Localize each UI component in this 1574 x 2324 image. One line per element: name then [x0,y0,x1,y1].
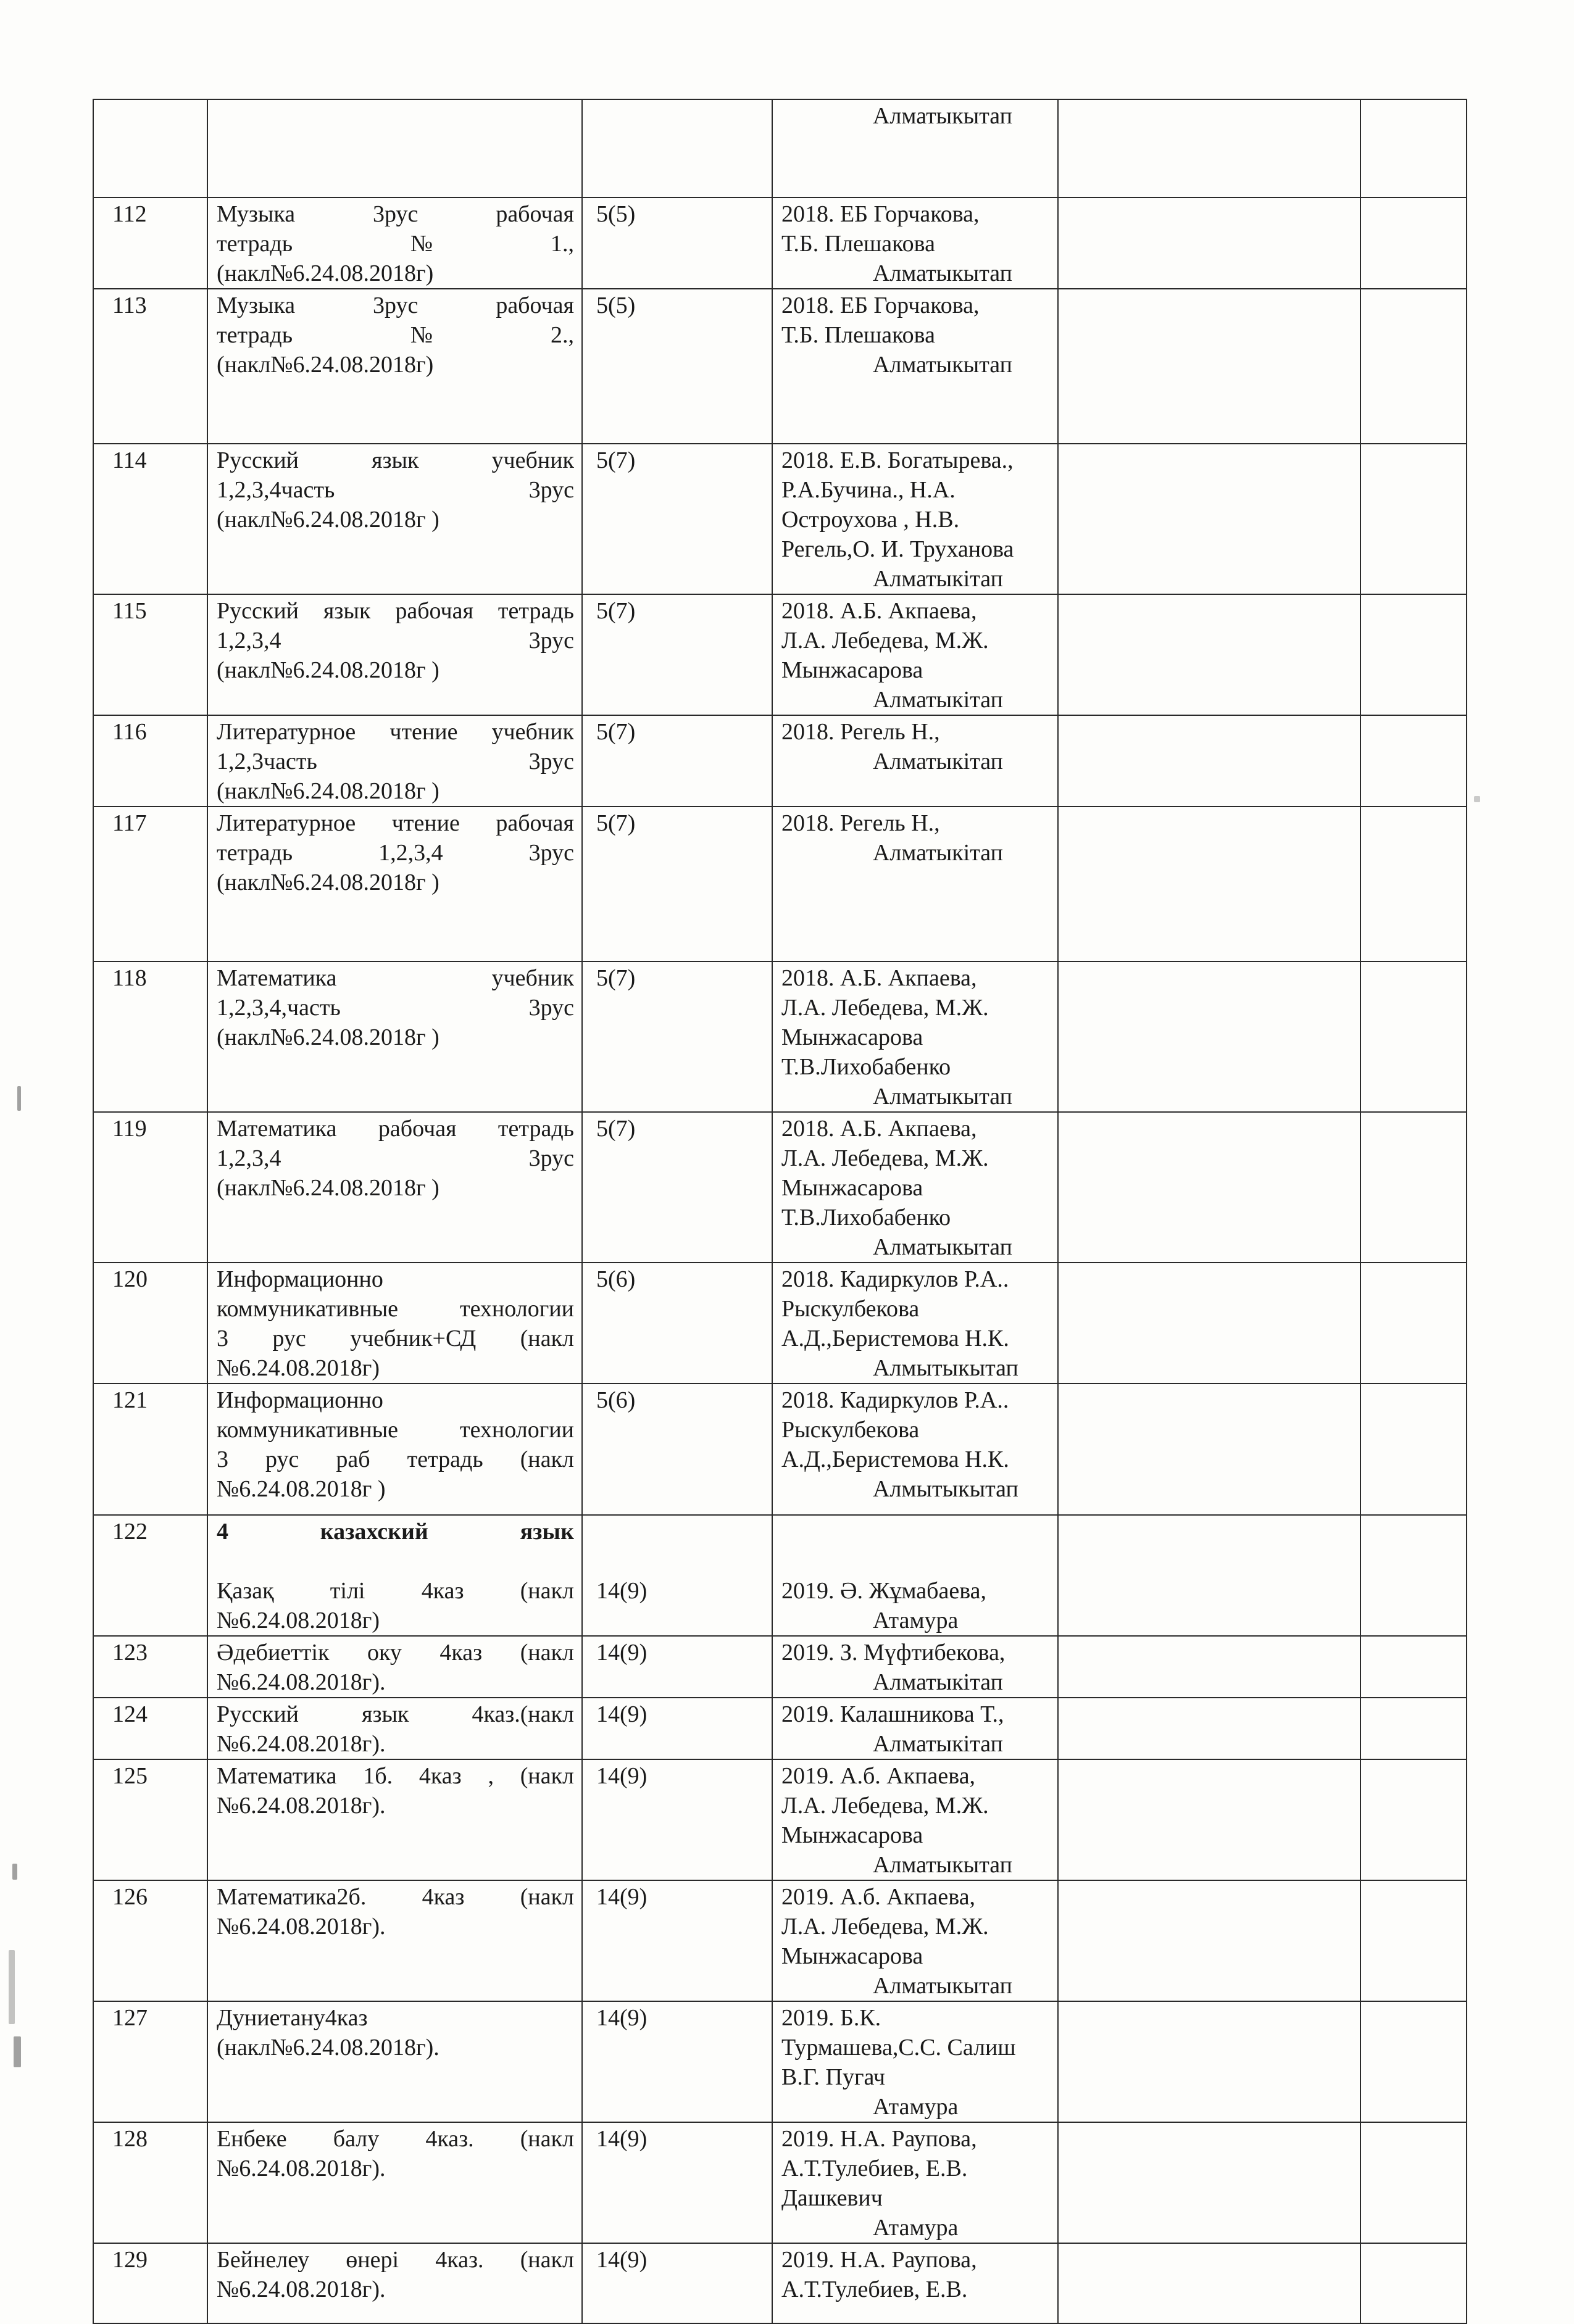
author-line: 2018. Кадиркулов Р.А.. [781,1387,1009,1413]
cell-title [207,1636,582,1698]
qty-value: 14(9) [596,2005,648,2031]
title-line: Информационно [217,1387,383,1413]
cell-num: 128 [93,2122,207,2243]
table-row [93,1636,1467,1698]
title-line: Математика учебник [217,965,574,991]
cell-title [207,444,582,594]
cell-empty-1 [1058,1698,1360,1759]
title-line: (накл№6.24.08.2018г ) [217,1175,439,1201]
cell-authors [772,1698,1058,1759]
publisher-label: Алматыкітап [873,1731,1004,1757]
textbook-table [93,99,1467,2324]
cell-authors [772,2001,1058,2122]
cell-num: 126 [93,1880,207,2001]
title-line: (накл№6.24.08.2018г ) [217,1024,439,1050]
title-line: (накл№6.24.08.2018г ) [217,778,439,804]
spacer [217,1546,574,1576]
title-line: Литературное чтение рабочая [217,810,574,836]
title-line: №6.24.08.2018г ) [217,1476,386,1502]
author-line: Л.А. Лебедева, М.Ж. [781,1145,989,1171]
title-line: 1,2,3,4 3рус [217,628,574,654]
author-line: 2019. Н.А. Раупова, [781,2126,977,2152]
cell-title [207,289,582,444]
cell-empty-2 [1360,1698,1467,1759]
publisher-label: Алматыкытап [873,1084,1012,1110]
cell-qty [582,1698,772,1759]
table-row [93,1384,1467,1515]
title-line: 1,2,3,4часть 3рус [217,477,574,503]
author-line: Т.В.Лихобабенко [781,1054,951,1080]
title-line: тетрадь 1,2,3,4 3рус [217,840,574,866]
qty-value: 5(6) [596,1266,636,1292]
publisher-label: Алматыкытап [873,260,1012,286]
title-line: 1,2,3,4,часть 3рус [217,995,574,1021]
title-line: Қазақ тілі 4каз (накл [217,1578,574,1604]
qty-value: 14(9) [596,2247,648,2273]
title-line: Математика2б. 4каз (накл [217,1884,574,1910]
author-line: 2019. Н.А. Раупова, [781,2247,977,2273]
author-line: Рыскулбекова [781,1296,920,1322]
qty-value: 14(9) [596,1578,648,1604]
cell-authors [772,1880,1058,2001]
author-line: 2018. Регель Н., [781,719,940,745]
title-line: Русский язык учебник [217,447,574,473]
qty-value: 5(7) [596,598,636,624]
title-line: Енбеке балу 4каз. (накл [217,2126,574,2152]
cell-authors [772,1636,1058,1698]
cell-qty [582,99,772,197]
title-line: №6.24.08.2018г) [217,1355,380,1381]
cell-empty-1 [1058,2243,1360,2323]
cell-qty [582,2001,772,2122]
cell-authors [772,1759,1058,1880]
author-line: Т.Б. Плешакова [781,231,935,257]
cell-num: 123 [93,1636,207,1698]
cell-empty-1 [1058,197,1360,289]
cell-empty-1 [1058,594,1360,715]
author-line: А.Д.,Беристемова Н.К. [781,1446,1009,1472]
cell-qty [582,1384,772,1515]
title-line: №6.24.08.2018г). [217,2156,386,2181]
table-row [93,2001,1467,2122]
title-line: Дуниетану4каз [217,2005,368,2031]
cell-qty [582,1263,772,1384]
cell-title [207,1384,582,1515]
author-line: А.Т.Тулебиев, Е.В. [781,2156,968,2181]
table-row [93,1698,1467,1759]
cell-num: 114 [93,444,207,594]
cell-title [207,1263,582,1384]
cell-authors [772,1263,1058,1384]
cell-empty-1 [1058,289,1360,444]
cell-qty [582,197,772,289]
qty-value: 5(5) [596,201,636,227]
author-line: Турмашева,С.С. Салиш [781,2035,1016,2060]
cell-qty [582,1112,772,1263]
table-row [93,2122,1467,2243]
cell-empty-2 [1360,807,1467,961]
cell-authors [772,2243,1058,2323]
title-line: 1,2,3часть 3рус [217,749,574,774]
cell-num: 112 [93,197,207,289]
publisher-label: Алматыкытап [873,1973,1012,1999]
cell-qty [582,289,772,444]
table-row [93,197,1467,289]
title-line: (накл№6.24.08.2018г) [217,260,434,286]
title-line: 3 рус учебник+СД (накл [217,1326,574,1351]
cell-qty [582,715,772,807]
title-line: Музыка 3рус рабочая [217,201,574,227]
author-line: В.Г. Пугач [781,2064,886,2090]
author-line: Л.А. Лебедева, М.Ж. [781,1793,989,1819]
title-line: №6.24.08.2018г) [217,1608,380,1633]
title-line: Информационно [217,1266,383,1292]
cell-title [207,1112,582,1263]
qty-value: 5(7) [596,719,636,745]
scan-speck [14,2036,21,2067]
spacer [781,1546,1050,1576]
cell-qty [582,1515,772,1636]
title-line: №6.24.08.2018г). [217,1669,386,1695]
spacer [781,1517,1050,1546]
cell-title [207,961,582,1112]
qty-value: 14(9) [596,1884,648,1910]
cell-num: 129 [93,2243,207,2323]
cell-empty-2 [1360,1515,1467,1636]
author-line: 2018. ЕБ Горчакова, [781,293,980,318]
author-line: Л.А. Лебедева, М.Ж. [781,628,989,654]
author-line: 2019. А.б. Акпаева, [781,1763,976,1789]
author-line: Т.В.Лихобабенко [781,1205,951,1230]
author-line: Л.А. Лебедева, М.Ж. [781,995,989,1021]
cell-empty-2 [1360,289,1467,444]
cell-authors [772,1515,1058,1636]
cell-empty-2 [1360,197,1467,289]
cell-empty-2 [1360,715,1467,807]
qty-value: 14(9) [596,1640,648,1666]
cell-authors [772,1384,1058,1515]
author-line: Мынжасарова [781,1822,923,1848]
title-line: (накл№6.24.08.2018г). [217,2035,439,2060]
title-line: 1,2,3,4 3рус [217,1145,574,1171]
spacer [596,1546,764,1576]
cell-qty [582,807,772,961]
author-line: Регель,О. И. Труханова [781,536,1014,562]
cell-title [207,715,582,807]
table-row [93,715,1467,807]
qty-value: 5(7) [596,965,636,991]
cell-title [207,807,582,961]
author-line: 2018. Кадиркулов Р.А.. [781,1266,1009,1292]
table-body [93,99,1467,2323]
scan-speck [12,1864,17,1880]
cell-title [207,2243,582,2323]
cell-num: 119 [93,1112,207,1263]
cell-authors [772,961,1058,1112]
cell-empty-2 [1360,2243,1467,2323]
table-row [93,1112,1467,1263]
cell-empty-1 [1058,99,1360,197]
cell-title [207,1698,582,1759]
cell-authors [772,807,1058,961]
author-line: А.Т.Тулебиев, Е.В. [781,2276,968,2302]
cell-empty-1 [1058,961,1360,1112]
title-line: Бейнелеу өнері 4каз. (накл [217,2247,574,2273]
cell-num: 125 [93,1759,207,1880]
cell-title [207,594,582,715]
cell-num: 113 [93,289,207,444]
cell-authors [772,1112,1058,1263]
table-row [93,594,1467,715]
author-line: Дашкевич [781,2185,883,2211]
qty-value: 14(9) [596,1701,648,1727]
cell-empty-2 [1360,1384,1467,1515]
cell-empty-1 [1058,1636,1360,1698]
qty-value: 5(7) [596,1116,636,1142]
title-line: Русский язык рабочая тетрадь [217,598,574,624]
scan-speck [1474,796,1480,802]
cell-num: 115 [93,594,207,715]
title-line: Математика рабочая тетрадь [217,1116,574,1142]
cell-empty-1 [1058,807,1360,961]
author-line: 2018. Е.В. Богатырева., [781,447,1014,473]
title-line: коммуникативные технологии [217,1417,574,1443]
cell-empty-2 [1360,1759,1467,1880]
cell-qty [582,2243,772,2323]
cell-num: 124 [93,1698,207,1759]
cell-title [207,2001,582,2122]
title-line: №6.24.08.2018г). [217,1914,386,1940]
author-line: Т.Б. Плешакова [781,322,935,348]
table-row [93,807,1467,961]
author-line: Л.А. Лебедева, М.Ж. [781,1914,989,1940]
cell-empty-2 [1360,2001,1467,2122]
cell-empty-2 [1360,1636,1467,1698]
section-heading: 4 казахский язык [217,1519,574,1545]
title-line: (накл№6.24.08.2018г) [217,352,434,378]
title-line: Литературное чтение учебник [217,719,574,745]
cell-qty [582,1880,772,2001]
publisher-label: Атамура [873,2094,959,2120]
qty-value: 5(7) [596,447,636,473]
title-line: 3 рус раб тетрадь (накл [217,1446,574,1472]
author-line: 2018. А.Б. Акпаева, [781,965,977,991]
cell-empty-2 [1360,2122,1467,2243]
cell-num: 122 [93,1515,207,1636]
author-line: Мынжасарова [781,1943,923,1969]
cell-qty [582,1759,772,1880]
cell-empty-2 [1360,594,1467,715]
qty-value: 5(7) [596,810,636,836]
cell-authors [772,715,1058,807]
author-line: 2018. Регель Н., [781,810,940,836]
author-line: 2018. ЕБ Горчакова, [781,201,980,227]
publisher-label: Алмытыкытап [873,1476,1018,1502]
publisher-label: Алматыкытап [873,1234,1012,1260]
author-line: 2019. З. Мүфтибекова, [781,1640,1006,1666]
cell-qty [582,1636,772,1698]
author-line: 2018. А.Б. Акпаева, [781,598,977,624]
cell-qty [582,594,772,715]
cell-authors [772,289,1058,444]
cell-empty-1 [1058,2122,1360,2243]
author-line: 2018. А.Б. Акпаева, [781,1116,977,1142]
title-line: Математика 1б. 4каз , (накл [217,1763,574,1789]
title-line: №6.24.08.2018г). [217,2276,386,2302]
cell-authors [772,594,1058,715]
cell-num: 117 [93,807,207,961]
cell-title [207,1880,582,2001]
author-line: Рыскулбекова [781,1417,920,1443]
publisher-label: Алматыкытап [873,1852,1012,1878]
cell-num: 118 [93,961,207,1112]
title-line: №6.24.08.2018г). [217,1793,386,1819]
cell-title [207,99,582,197]
publisher-label: Атамура [873,2215,959,2241]
author-line: 2019. Б.К. [781,2005,881,2031]
table-row [93,1515,1467,1636]
title-line: Әдебиеттік оку 4каз (накл [217,1640,574,1666]
cell-authors [772,2122,1058,2243]
cell-empty-2 [1360,1880,1467,2001]
author-line: 2019. Калашникова Т., [781,1701,1004,1727]
table-row-continuation [93,99,1467,197]
publisher-label: Алматыкітап [873,840,1004,866]
cell-title [207,2122,582,2243]
cell-empty-1 [1058,715,1360,807]
cell-empty-1 [1058,444,1360,594]
title-line: (накл№6.24.08.2018г ) [217,657,439,683]
publisher-label: Алматыкітап [873,566,1004,592]
table-row [93,1263,1467,1384]
table-row [93,444,1467,594]
publisher-label: Алматыкітап [873,1669,1004,1695]
cell-empty-2 [1360,1112,1467,1263]
table-row [93,1880,1467,2001]
cell-num: 121 [93,1384,207,1515]
cell-qty [582,444,772,594]
author-line: Остроухова , Н.В. [781,507,960,533]
title-line: №6.24.08.2018г). [217,1731,386,1757]
title-line: тетрадь№2., [217,322,574,348]
author-line: Р.А.Бучина., Н.А. [781,477,956,503]
cell-authors [772,197,1058,289]
table-row [93,961,1467,1112]
title-line: (накл№6.24.08.2018г ) [217,869,439,895]
cell-empty-1 [1058,1112,1360,1263]
title-line: (накл№6.24.08.2018г ) [217,507,439,533]
cell-title [207,1515,582,1636]
spacer [596,1517,764,1546]
cell-empty-1 [1058,1880,1360,2001]
cell-empty-1 [1058,1759,1360,1880]
scan-speck [9,1950,15,2024]
qty-value: 14(9) [596,1763,648,1789]
cell-title [207,197,582,289]
author-line: Мынжасарова [781,657,923,683]
publisher-label: Алматыкытап [873,103,1012,129]
publisher-label: Алматыкытап [873,352,1012,378]
cell-title [207,1759,582,1880]
cell-num [93,99,207,197]
cell-empty-1 [1058,2001,1360,2122]
cell-authors [772,99,1058,197]
author-line: 2019. А.б. Акпаева, [781,1884,976,1910]
title-line: коммуникативные технологии [217,1296,574,1322]
cell-qty [582,2122,772,2243]
cell-empty-1 [1058,1384,1360,1515]
cell-num: 127 [93,2001,207,2122]
cell-num: 116 [93,715,207,807]
table-row [93,1759,1467,1880]
author-line: Мынжасарова [781,1175,923,1201]
scan-speck [17,1086,21,1111]
title-line: Русский язык 4каз.(накл [217,1701,574,1727]
qty-value: 5(5) [596,293,636,318]
publisher-label: Атамура [873,1608,959,1633]
title-line: тетрадь№1., [217,231,574,257]
qty-value: 14(9) [596,2126,648,2152]
cell-empty-2 [1360,1263,1467,1384]
cell-empty-2 [1360,444,1467,594]
cell-empty-2 [1360,99,1467,197]
publisher-label: Алмытыкытап [873,1355,1018,1381]
cell-empty-1 [1058,1263,1360,1384]
title-line: Музыка 3рус рабочая [217,293,574,318]
publisher-label: Алматыкітап [873,749,1004,774]
qty-value: 5(6) [596,1387,636,1413]
cell-num: 120 [93,1263,207,1384]
cell-authors [772,444,1058,594]
cell-qty [582,961,772,1112]
cell-empty-1 [1058,1515,1360,1636]
table-row [93,2243,1467,2323]
author-line: Мынжасарова [781,1024,923,1050]
publisher-label: Алматыкітап [873,687,1004,713]
cell-empty-2 [1360,961,1467,1112]
table-row [93,289,1467,444]
author-line: А.Д.,Беристемова Н.К. [781,1326,1009,1351]
author-line: 2019. Ә. Жұмабаева, [781,1578,987,1604]
